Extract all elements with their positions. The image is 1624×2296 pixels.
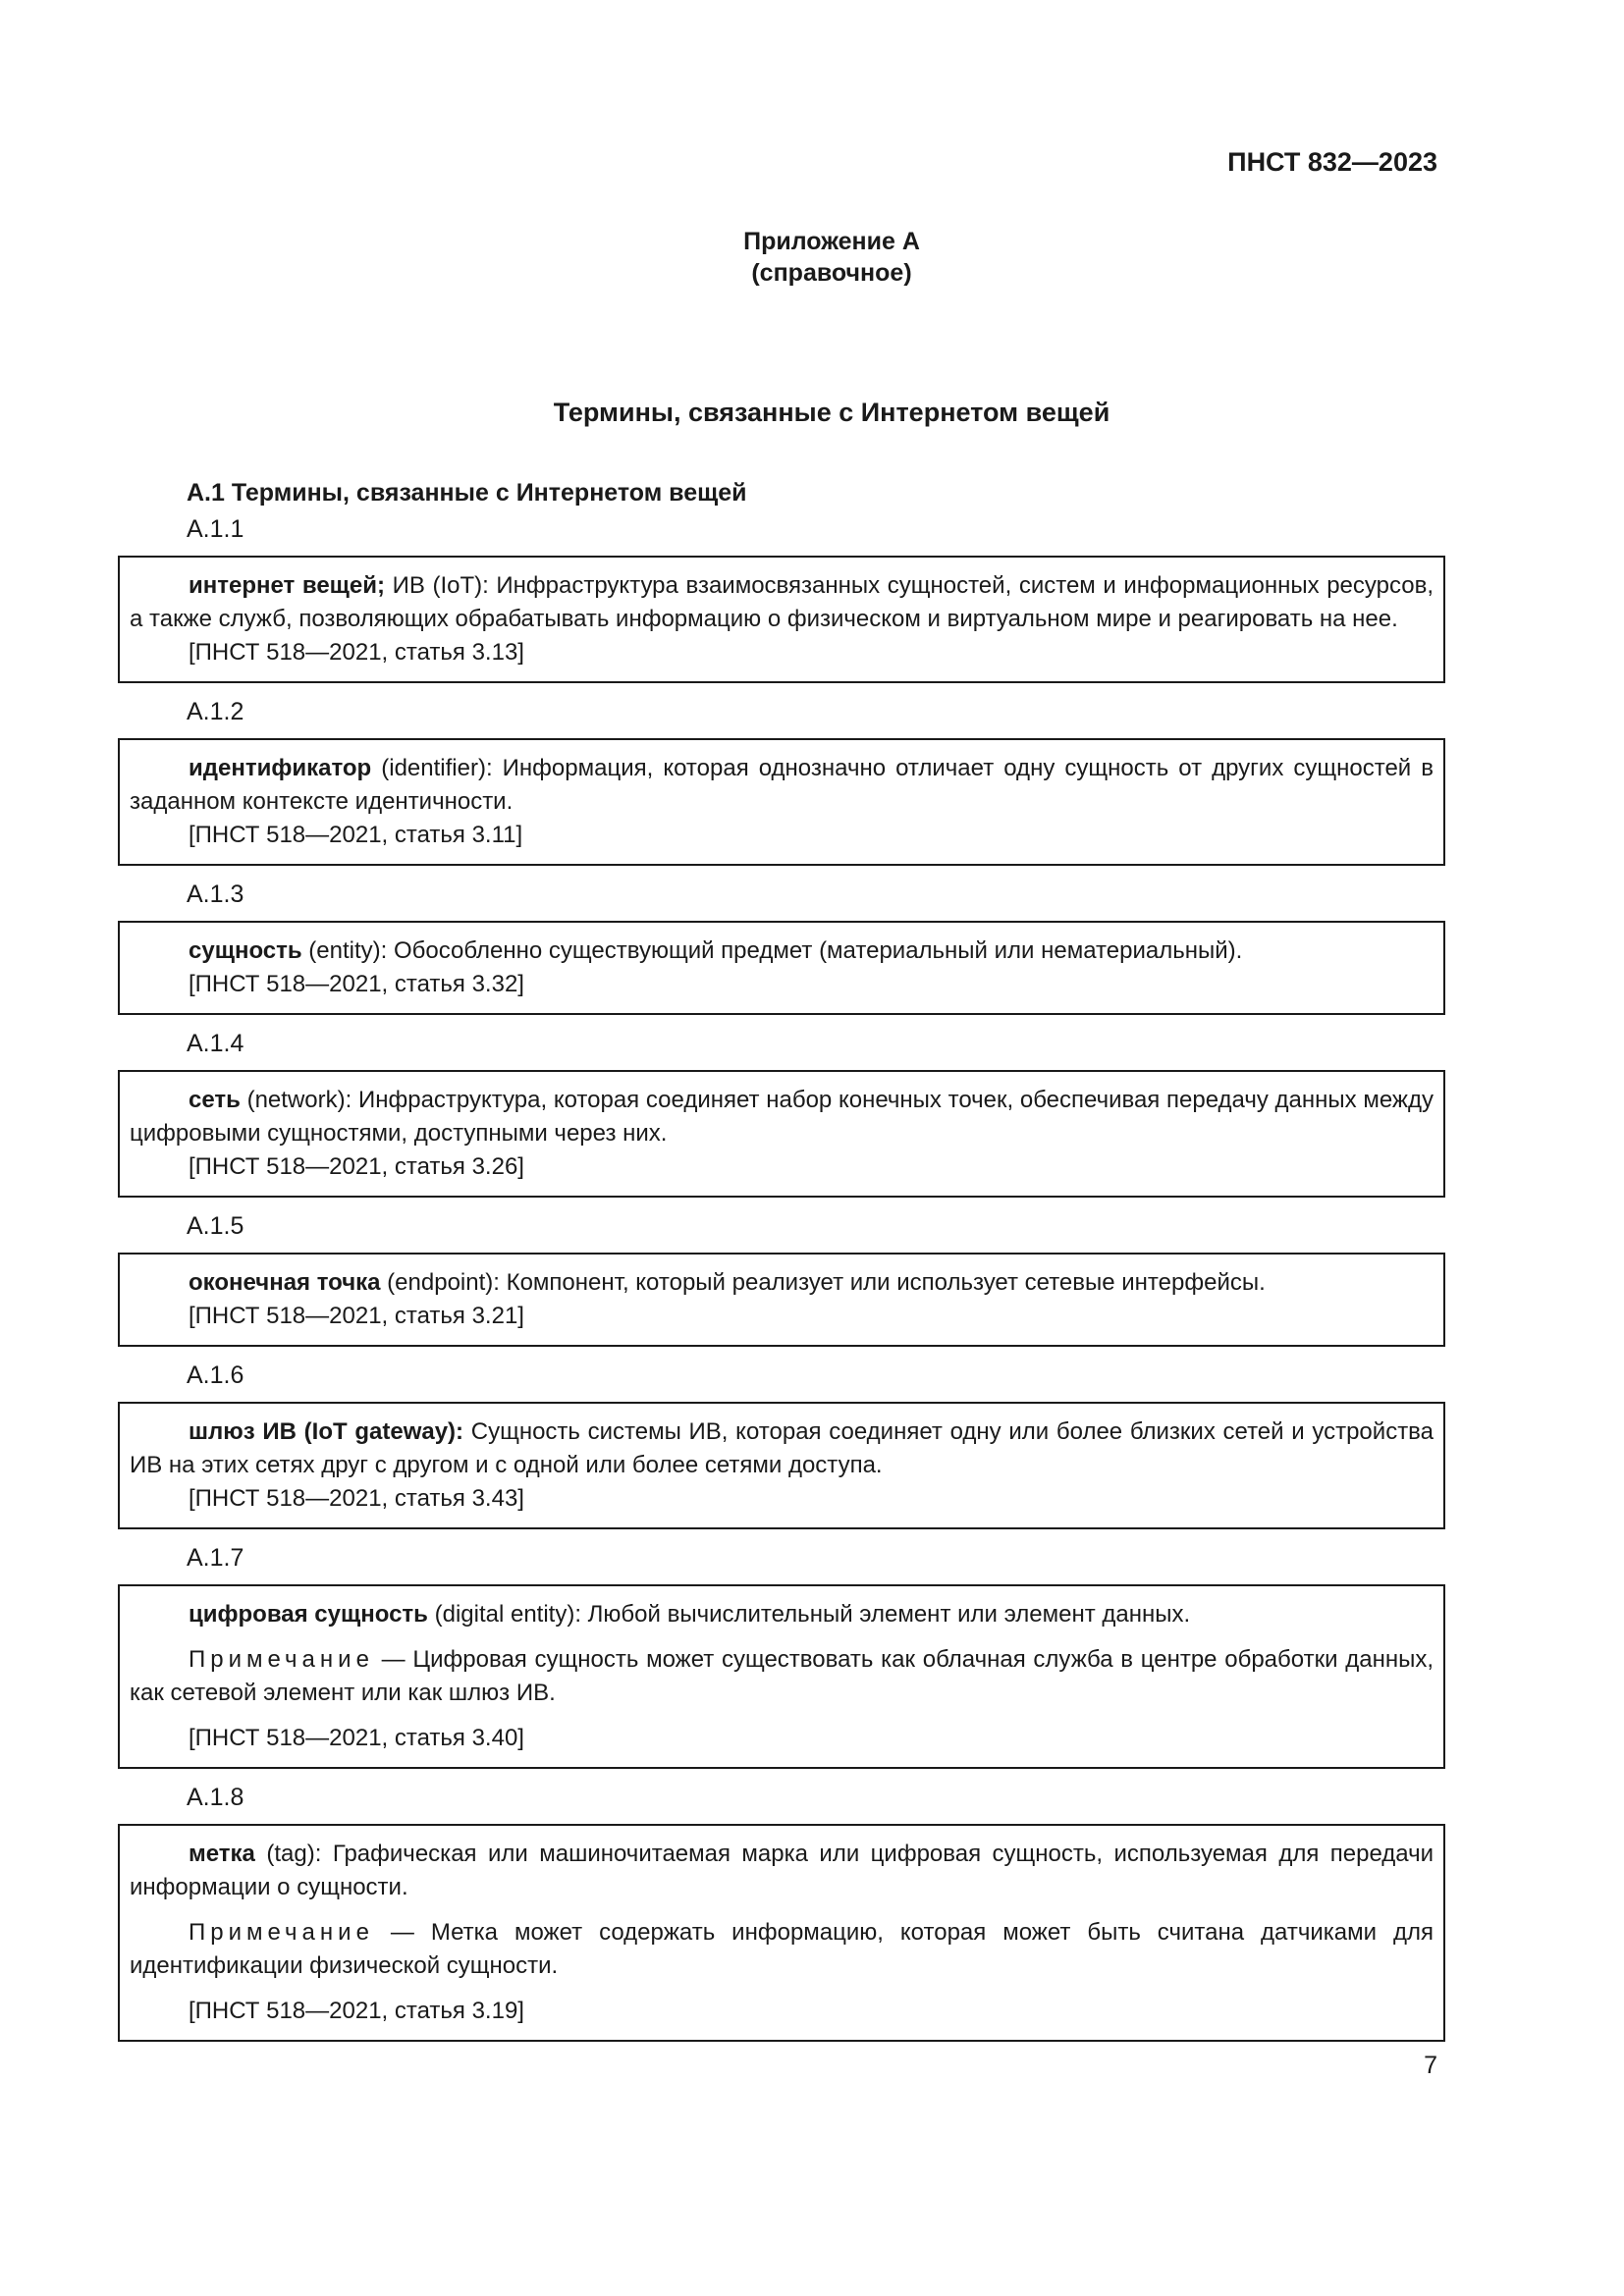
definition-text: Сущность системы ИВ, которая соединяет одну или более близких сетей и устройства ИВ на этих сетях друг с другом и с одной или более сетями доступа.: [130, 1418, 1435, 1478]
term-entry: [118, 738, 1445, 866]
definition-text: Обособленно существующий предмет (материальный или нематериальный).: [387, 937, 1243, 964]
appendix-heading: [0, 226, 1624, 289]
term-number: А.1.2: [187, 698, 244, 725]
section-heading: А.1 Термины, связанные с Интернетом вещей: [187, 479, 747, 507]
term-qualifier: (entity):: [301, 937, 388, 964]
term-number: А.1.4: [187, 1030, 244, 1057]
term-entry: [118, 556, 1445, 683]
definition-text: Информация, которая однозначно отличает одну сущность от других сущностей в заданном контексте идентичности.: [130, 755, 1434, 815]
term-number: А.1.5: [187, 1212, 244, 1240]
term-definition: [130, 1415, 1434, 1482]
term-qualifier: ИВ (IoT):: [385, 572, 489, 599]
term-qualifier: (network):: [240, 1087, 352, 1113]
definition-text: Компонент, который реализует или использует сетевые интерфейсы.: [499, 1269, 1266, 1296]
appendix-label: Приложение А: [743, 228, 920, 255]
terms-list: [118, 512, 1445, 2054]
term-reference: [ПНСТ 518—2021, статья 3.11]: [189, 822, 523, 848]
term-name: идентификатор: [189, 755, 372, 781]
term-reference: [ПНСТ 518—2021, статья 3.32]: [189, 971, 524, 997]
term-reference: [ПНСТ 518—2021, статья 3.26]: [189, 1153, 524, 1180]
term-reference: [ПНСТ 518—2021, статья 3.21]: [189, 1303, 524, 1329]
term-name: сеть: [189, 1087, 241, 1113]
appendix-type: (справочное): [751, 259, 912, 287]
definition-text: Любой вычислительный элемент или элемент данных.: [581, 1601, 1191, 1628]
term-definition: [130, 1266, 1434, 1300]
note-text: — Метка может содержать информацию, которая может быть считана датчиками для идентификации физической сущности.: [130, 1919, 1434, 1979]
term-definition: [130, 569, 1434, 636]
term-reference: [ПНСТ 518—2021, статья 3.40]: [189, 1725, 524, 1751]
term-entry: [118, 1070, 1445, 1198]
term-entry: [118, 1584, 1445, 1769]
term-reference: [ПНСТ 518—2021, статья 3.19]: [189, 1998, 524, 2024]
term-reference: [ПНСТ 518—2021, статья 3.13]: [189, 639, 524, 666]
standard-code: ПНСТ 832—2023: [1227, 147, 1437, 177]
note-label: Примечание: [189, 1919, 374, 1946]
term-note: [130, 1643, 1434, 1710]
term-entry: [118, 1253, 1445, 1347]
term-qualifier: (identifier):: [371, 755, 493, 781]
note-text: — Цифровая сущность может существовать как облачная служба в центре обработки данных, как сетевой элемент или как шлюз ИВ.: [130, 1646, 1434, 1706]
term-entry: [118, 921, 1445, 1015]
term-definition: [130, 1084, 1434, 1150]
term-name: интернет вещей;: [189, 572, 386, 599]
term-qualifier: (endpoint):: [380, 1269, 500, 1296]
term-entry: [118, 1402, 1445, 1529]
term-number: А.1.8: [187, 1784, 244, 1811]
term-definition: [130, 1838, 1434, 1904]
term-definition: [130, 1598, 1434, 1631]
definition-text: Графическая или машиночитаемая марка или цифровая сущность, используемая для передачи информации о сущности.: [130, 1841, 1435, 1900]
term-qualifier: (digital entity):: [427, 1601, 581, 1628]
term-note: [130, 1916, 1434, 1983]
term-qualifier: (tag):: [254, 1841, 322, 1867]
page-title: Термины, связанные с Интернетом вещей: [553, 398, 1110, 427]
term-definition: [130, 934, 1434, 968]
term-name: сущность: [189, 937, 302, 964]
term-definition: [130, 752, 1434, 819]
term-entry: [118, 1824, 1445, 2042]
term-name: шлюз ИВ (IoT gateway):: [189, 1418, 464, 1445]
term-number: А.1.3: [187, 881, 244, 908]
term-name: метка: [189, 1841, 255, 1867]
page-number: 7: [1424, 2052, 1437, 2079]
definition-text: Инфраструктура, которая соединяет набор конечных точек, обеспечивая передачу данных между цифровыми сущностями, доступными через них.: [130, 1087, 1434, 1147]
term-name: цифровая сущность: [189, 1601, 428, 1628]
term-number: А.1.6: [187, 1362, 244, 1389]
definition-text: Инфраструктура взаимосвязанных сущностей, систем и информационных ресурсов, а также служб, позволяющих обрабатывать информацию о физическом и виртуальном мире и реагировать на нее.: [130, 572, 1435, 632]
term-number: А.1.7: [187, 1544, 244, 1572]
term-name: оконечная точка: [189, 1269, 381, 1296]
term-reference: [ПНСТ 518—2021, статья 3.43]: [189, 1485, 524, 1512]
note-label: Примечание: [189, 1646, 374, 1673]
term-number: А.1.1: [187, 515, 244, 543]
